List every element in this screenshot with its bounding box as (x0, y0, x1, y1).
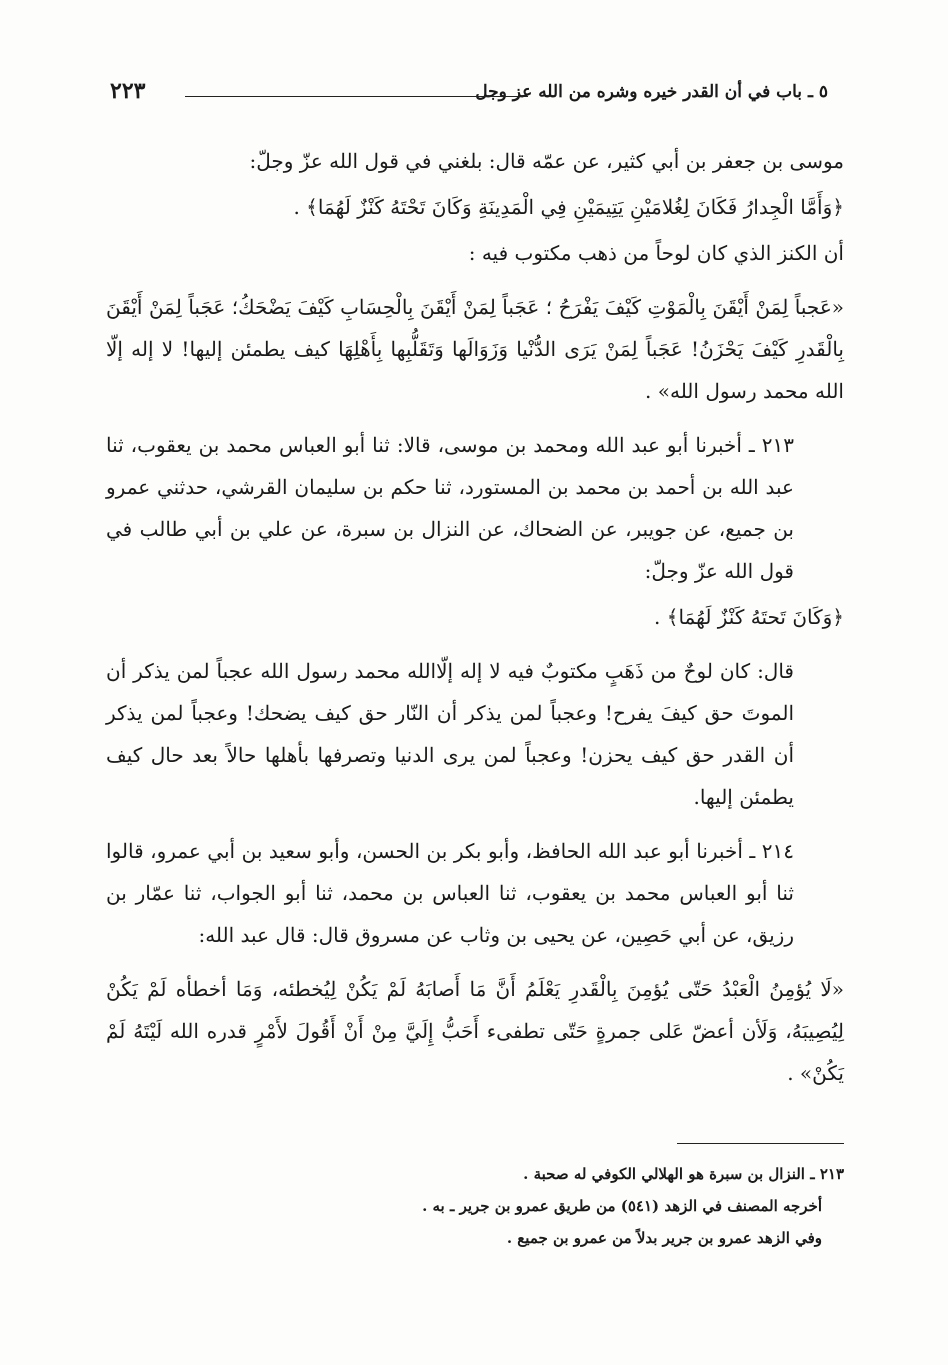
footnote-rule (677, 1143, 844, 1144)
quran-verse-2: ﴿وَكَانَ تَحتَهُ كَنْزٌ لَهُمَا﴾ . (654, 605, 844, 629)
footnote-1: ٢١٣ ـ النزال بن سبرة هو الهلالي الكوفي له صحبة . (523, 1165, 844, 1183)
footnote-2: أخرجه المصنف في الزهد (٥٤١) من طريق عمرو بن جرير ـ به . (422, 1197, 822, 1215)
hadith-214: ٢١٤ ـ أخبرنا أبو عبد الله الحافظ، وأبو بكر بن الحسن، وأبو سعيد بن أبي عمرو، قالوا ثنا أبو العباس محمد بن يعقوب، ثنا العباس بن محمد، ثنا أبو الجواب، ثنا عمّار بن رزيق، عن أبي حَصِين، عن يحيى بن وثاب عن مسروق قال: قال عبد الله: (106, 839, 794, 947)
header-rule (185, 96, 528, 97)
footnote-3: وفي الزهد عمرو بن جرير بدلاً من عمرو بن جميع . (506, 1229, 822, 1247)
quote-abdullah: «لَا يُؤمِنُ الْعَبْدُ حَتّى يُؤمِنَ بِالْقَدرِ يَعْلَمُ أَنَّ مَا أَصابَهُ لَمْ يَكُنْ لِيُخطئه، وَمَا أخطأه لَمْ يَكُنْ لِيُصِيبَهُ، وَلَأن أعضّ عَلى جمرةٍ حَتّى تطفىء أَحَبُّ إِلَيَّ مِنْ أَنْ أَقُولَ لأَمْرٍ قدره الله لَيْتَهُ لَمْ يَكُنْ» . (106, 977, 844, 1085)
hadith-213: ٢١٣ ـ أخبرنا أبو عبد الله ومحمد بن موسى، قالا: ثنا أبو العباس محمد بن يعقوب، ثنا عبد الله بن أحمد بن محمد بن المستورد، ثنا حكم بن سليمان القرشي، حدثني عمرو بن جميع، عن جويبر، عن الضحاك، عن النزال بن سبرة، عن علي بن أبي طالب في قول الله عزّ وجلّ: (106, 433, 794, 583)
page-number: ٢٢٣ (110, 78, 146, 104)
footnotes (160, 1158, 844, 1254)
paragraph-tablet-2: قال: كان لوحٌ من ذَهَبٍ مكتوبٌ فيه لا إله إلّاالله محمد رسول الله عجباً لمن يذكر أن الموتَ حق كيفَ يفرح! وعجباً لمن يذكر أن النّار حق كيف يضحك! وعجباً لمن يذكر أن القدر حق كيف يحزن! وعجباً لمن يرى الدنيا وتصرفها بأهلها حالاً بعد حال كيف يطمئن إليها. (106, 659, 794, 809)
paragraph-1-line-3: أن الكنز الذي كان لوحاً من ذهب مكتوب فيه : (468, 241, 844, 265)
main-text (106, 140, 844, 1106)
quran-verse-1: ﴿وَأَمَّا الْجِدارُ فَكَانَ لِغُلامَيْنِ يَتِيمَيْنِ فِي الْمَدِينَةِ وَكَانَ تَحْتَهُ كَنْزٌ لَهُمَا﴾ . (293, 195, 844, 219)
page-header (110, 78, 828, 112)
paragraph-1-line-1: موسى بن جعفر بن أبي كثير، عن عمّه قال: بلغني في قول الله عزّ وجلّ: (249, 149, 844, 173)
chapter-title: ٥ ـ باب في أن القدر خيره وشره من الله عز وجل (475, 82, 828, 102)
quote-tablet-1: «عَجباً لِمَنْ أَيْقَنَ بِالْمَوْتِ كَيْفَ يَفْرَحُ ؛ عَجَباً لِمَنْ أَيْقَنَ بِالْحِسَابِ كَيْفَ يَضْحَكُ؛ عَجَباً لِمَنْ أَيْقَنَ بِالْقَدرِ كَيْفَ يَحْزَنُ! عَجَباً لِمَنْ يَرَى الدُّنْيا وَزَوَالَها وَتَقَلُّبِها بِأَهْلِهَا كيف يطمئن إليها! لا إله إلّا الله محمد رسول الله» . (106, 295, 844, 403)
